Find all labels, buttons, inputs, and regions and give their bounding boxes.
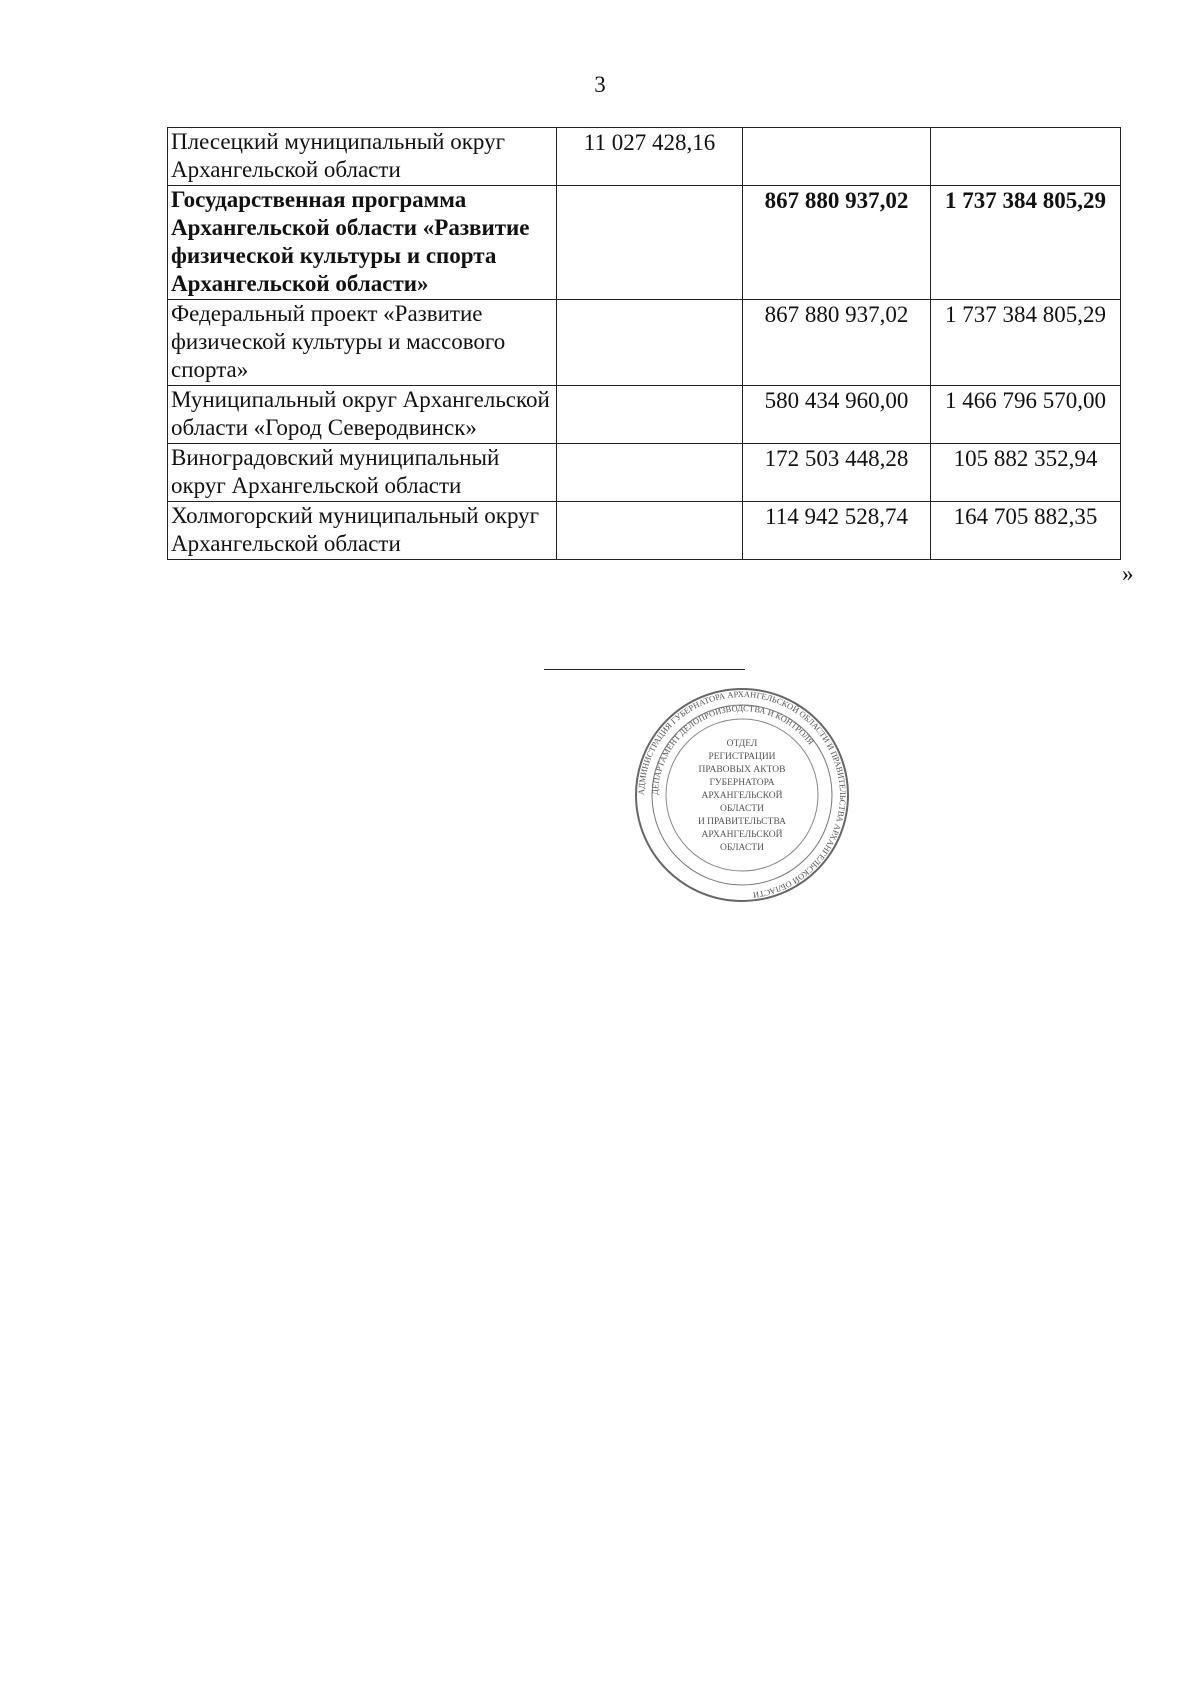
budget-table	[167, 127, 1121, 560]
value-cell-col2	[557, 444, 743, 502]
table-row	[168, 386, 1121, 444]
row-name-cell: Государственная программа Архангельской области «Развитие физической культуры и спорта Архангельской области»	[168, 186, 557, 300]
value-cell-col4: 1 737 384 805,29	[931, 300, 1121, 386]
value-cell-col3: 172 503 448,28	[743, 444, 931, 502]
row-name-cell: Плесецкий муниципальный округ Архангельской области	[168, 128, 557, 186]
seal-center-line: АРХАНГЕЛЬСКОЙ	[701, 830, 783, 840]
official-seal	[632, 685, 852, 905]
seal-center-text	[698, 739, 786, 853]
seal-center-line: АРХАНГЕЛЬСКОЙ	[701, 791, 783, 801]
table-row	[168, 128, 1121, 186]
value-cell-col3	[743, 128, 931, 186]
seal-ring-text: АДМИНИСТРАЦИЯ ГУБЕРНАТОРА АРХАНГЕЛЬСКОЙ ОБЛАСТИ И ПРАВИТЕЛЬСТВА АРХАНГЕЛЬСКОЙ ОБЛАСТИ	[635, 688, 849, 901]
value-cell-col4: 1 466 796 570,00	[931, 386, 1121, 444]
value-cell-col3: 580 434 960,00	[743, 386, 931, 444]
row-name-cell: Муниципальный округ Архангельской области «Город Северодвинск»	[168, 386, 557, 444]
table-row	[168, 502, 1121, 560]
page-number: 3	[594, 72, 606, 97]
value-cell-col4	[931, 128, 1121, 186]
table-row	[168, 444, 1121, 502]
closing-quote: »	[1122, 561, 1134, 586]
seal-center-line: ГУБЕРНАТОРА	[709, 778, 775, 788]
table-row	[168, 300, 1121, 386]
value-cell-col4: 105 882 352,94	[931, 444, 1121, 502]
seal-center-line: ОБЛАСТИ	[720, 804, 764, 814]
row-name-cell: Холмогорский муниципальный округ Архангельской области	[168, 502, 557, 560]
seal-center-line: ПРАВОВЫХ АКТОВ	[698, 765, 786, 775]
value-cell-col3: 114 942 528,74	[743, 502, 931, 560]
table-row	[168, 186, 1121, 300]
value-cell-col3: 867 880 937,02	[743, 300, 931, 386]
seal-center-line: ОБЛАСТИ	[720, 843, 764, 853]
row-name-cell: Федеральный проект «Развитие физической культуры и массового спорта»	[168, 300, 557, 386]
seal-center-line: ОТДЕЛ	[726, 739, 758, 749]
seal-center-line: РЕГИСТРАЦИИ	[708, 752, 776, 762]
value-cell-col4: 1 737 384 805,29	[931, 186, 1121, 300]
seal-top-text: ДЕПАРТАМЕНТ ДЕЛОПРОИЗВОДСТВА И КОНТРОЛЯ	[649, 702, 817, 796]
value-cell-col2	[557, 186, 743, 300]
value-cell-col2	[557, 300, 743, 386]
separator-line	[544, 669, 745, 670]
value-cell-col4: 164 705 882,35	[931, 502, 1121, 560]
value-cell-col2: 11 027 428,16	[557, 128, 743, 186]
value-cell-col3: 867 880 937,02	[743, 186, 931, 300]
seal-center-line: И ПРАВИТЕЛЬСТВА	[697, 817, 787, 827]
row-name-cell: Виноградовский муниципальный округ Архангельской области	[168, 444, 557, 502]
value-cell-col2	[557, 502, 743, 560]
value-cell-col2	[557, 386, 743, 444]
